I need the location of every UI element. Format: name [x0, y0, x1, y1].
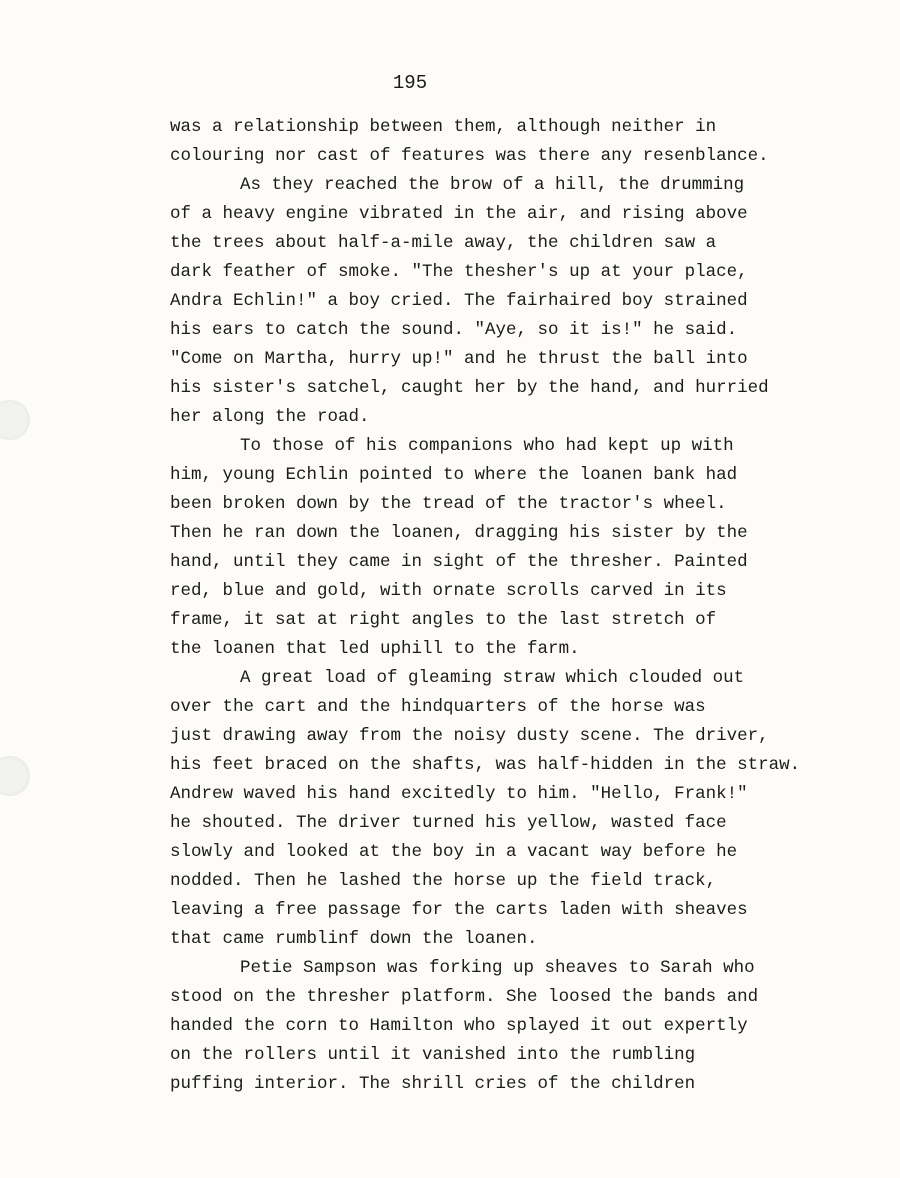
text-line: nodded. Then he lashed the horse up the field track, [170, 871, 717, 891]
text-line: stood on the thresher platform. She loosed the bands and [170, 987, 759, 1007]
text-line: of a heavy engine vibrated in the air, and rising above [170, 204, 748, 224]
text-line: Petie Sampson was forking up sheaves to Sarah who [240, 958, 755, 978]
text-line: colouring nor cast of features was there any resenblance. [170, 146, 769, 166]
text-line: To those of his companions who had kept up with [240, 436, 734, 456]
text-line: frame, it sat at right angles to the last stretch of [170, 610, 717, 630]
text-line: slowly and looked at the boy in a vacant way before he [170, 842, 738, 862]
text-line: on the rollers until it vanished into the rumbling [170, 1045, 696, 1065]
text-line: that came rumblinf down the loanen. [170, 929, 538, 949]
text-line: his feet braced on the shafts, was half-hidden in the straw. [170, 755, 801, 775]
text-line: Andra Echlin!" a boy cried. The fairhaired boy strained [170, 291, 748, 311]
punch-hole [0, 756, 30, 796]
text-line: hand, until they came in sight of the thresher. Painted [170, 552, 748, 572]
text-line: leaving a free passage for the carts laden with sheaves [170, 900, 748, 920]
text-line: dark feather of smoke. "The thesher's up at your place, [170, 262, 748, 282]
body-text [170, 113, 890, 1099]
text-line: puffing interior. The shrill cries of the children [170, 1074, 696, 1094]
text-line: "Come on Martha, hurry up!" and he thrust the ball into [170, 349, 748, 369]
text-line: handed the corn to Hamilton who splayed it out expertly [170, 1016, 748, 1036]
text-line: red, blue and gold, with ornate scrolls carved in its [170, 581, 727, 601]
text-line: him, young Echlin pointed to where the loanen bank had [170, 465, 738, 485]
text-line: over the cart and the hindquarters of the horse was [170, 697, 706, 717]
text-line: A great load of gleaming straw which clouded out [240, 668, 745, 688]
text-line: just drawing away from the noisy dusty scene. The driver, [170, 726, 769, 746]
text-line: Andrew waved his hand excitedly to him. "Hello, Frank!" [170, 784, 748, 804]
text-line: his sister's satchel, caught her by the hand, and hurried [170, 378, 769, 398]
text-line: the loanen that led uphill to the farm. [170, 639, 580, 659]
text-line: been broken down by the tread of the tractor's wheel. [170, 494, 727, 514]
text-line: he shouted. The driver turned his yellow, wasted face [170, 813, 727, 833]
punch-hole [0, 400, 30, 440]
text-line: As they reached the brow of a hill, the drumming [240, 175, 745, 195]
text-line: Then he ran down the loanen, dragging his sister by the [170, 523, 748, 543]
text-line: was a relationship between them, although neither in [170, 117, 717, 137]
text-line: her along the road. [170, 407, 370, 427]
text-line: the trees about half-a-mile away, the children saw a [170, 233, 717, 253]
page-number: 195 [392, 72, 428, 94]
text-line: his ears to catch the sound. "Aye, so it is!" he said. [170, 320, 738, 340]
